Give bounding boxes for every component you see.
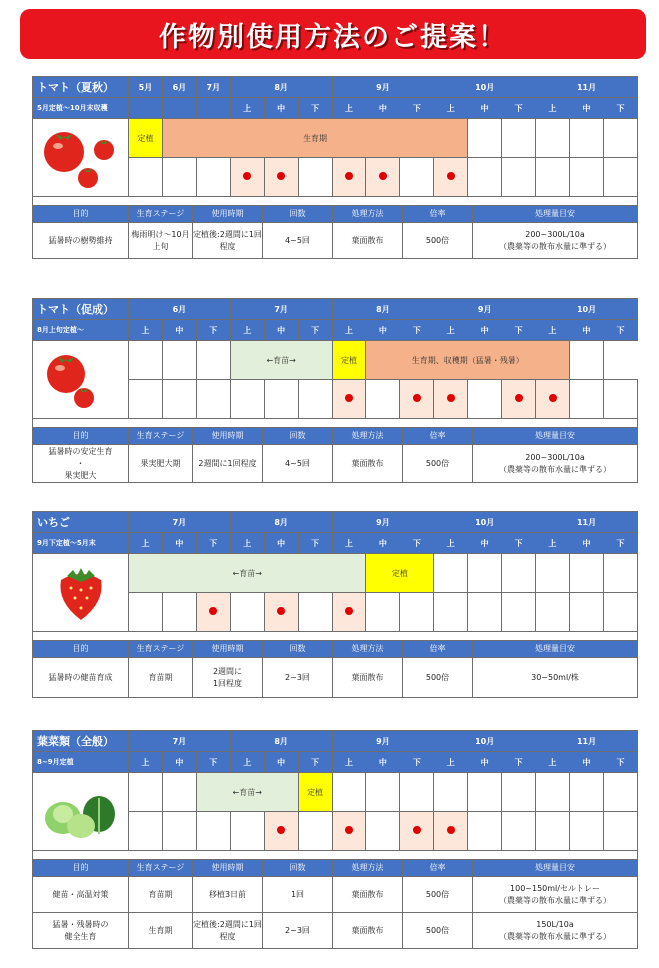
month-cell: 11月 bbox=[536, 77, 638, 98]
timing-cell: 定植後:2週間に1回程度 bbox=[193, 913, 263, 949]
planting-bar: 定植 bbox=[129, 119, 163, 158]
header-cell: 使用時期 bbox=[193, 860, 263, 877]
method-cell: 葉面散布 bbox=[333, 913, 403, 949]
strawberry-illustration bbox=[33, 554, 129, 632]
usage-row bbox=[33, 877, 638, 913]
usage-table bbox=[32, 205, 638, 259]
month-cell: 9月 bbox=[332, 731, 434, 752]
application-dot bbox=[332, 812, 366, 851]
header-cell: 目的 bbox=[33, 206, 129, 223]
planting-bar: 定植 bbox=[298, 773, 332, 812]
tomato-illustration bbox=[33, 119, 129, 197]
usage-row bbox=[33, 658, 638, 698]
header-cell: 回数 bbox=[263, 206, 333, 223]
usage-table bbox=[32, 640, 638, 698]
dekad-cell: 下 bbox=[400, 98, 434, 119]
dekad-cell: 上 bbox=[434, 533, 468, 554]
dekad-cell: 中 bbox=[366, 320, 400, 341]
month-cell: 6月 bbox=[162, 77, 196, 98]
dekad-cell: 下 bbox=[400, 320, 434, 341]
usage-row bbox=[33, 223, 638, 259]
section-tomato-forcing bbox=[32, 298, 638, 483]
stage-cell: 育苗期 bbox=[129, 877, 193, 913]
header-cell: 目的 bbox=[33, 860, 129, 877]
stage-cell: 果実肥大期 bbox=[129, 445, 193, 483]
dekad-cell: 中 bbox=[468, 533, 502, 554]
dekad-cell: 上 bbox=[230, 320, 264, 341]
dekad-cell: 中 bbox=[468, 98, 502, 119]
dekad-cell: 下 bbox=[400, 533, 434, 554]
crop-schedule-note: 8~9月定植 bbox=[33, 752, 129, 773]
application-dot bbox=[264, 593, 298, 632]
planting-bar: 定植 bbox=[332, 341, 366, 380]
month-cell: 10月 bbox=[434, 731, 536, 752]
crop-name: トマト（促成） bbox=[33, 299, 129, 320]
header-cell: 倍率 bbox=[403, 428, 473, 445]
dekad-cell: 上 bbox=[332, 533, 366, 554]
dekad-cell: 下 bbox=[196, 752, 230, 773]
header-cell: 使用時期 bbox=[193, 641, 263, 658]
dekad-cell: 中 bbox=[569, 752, 603, 773]
title-banner bbox=[20, 9, 646, 59]
amount-cell: 200~300L/10a （農薬等の散布水量に準ずる） bbox=[473, 223, 638, 259]
application-dot bbox=[502, 380, 536, 419]
dekad-cell: 中 bbox=[162, 320, 196, 341]
usage-row bbox=[33, 445, 638, 483]
application-dot bbox=[264, 812, 298, 851]
month-cell: 10月 bbox=[434, 512, 536, 533]
count-cell: 4~5回 bbox=[263, 445, 333, 483]
planting-bar: 定植 bbox=[366, 554, 434, 593]
month-cell: 8月 bbox=[230, 731, 332, 752]
section-strawberry bbox=[32, 511, 638, 698]
dekad-cell: 下 bbox=[400, 752, 434, 773]
timing-cell: 2週間に 1回程度 bbox=[193, 658, 263, 698]
dekad-cell: 中 bbox=[366, 533, 400, 554]
section-tomato-summer bbox=[32, 76, 638, 259]
month-cell: 8月 bbox=[332, 299, 434, 320]
application-dot bbox=[536, 380, 570, 419]
dekad-cell: 上 bbox=[536, 320, 570, 341]
leafy-vegetable-illustration bbox=[33, 773, 129, 851]
header-cell: 処理方法 bbox=[333, 428, 403, 445]
header-cell: 生育ステージ bbox=[129, 641, 193, 658]
month-cell: 8月 bbox=[230, 77, 332, 98]
header-cell: 回数 bbox=[263, 428, 333, 445]
application-dot bbox=[400, 812, 434, 851]
schedule-table bbox=[32, 511, 638, 632]
month-cell: 7月 bbox=[129, 512, 231, 533]
method-cell: 葉面散布 bbox=[333, 223, 403, 259]
dekad-cell: 下 bbox=[502, 752, 536, 773]
dekad-cell: 上 bbox=[536, 752, 570, 773]
application-dot bbox=[230, 158, 264, 197]
amount-cell: 100~150ml/セルトレー （農薬等の散布水量に準ずる） bbox=[473, 877, 638, 913]
dekad-cell: 中 bbox=[162, 533, 196, 554]
rate-cell: 500倍 bbox=[403, 877, 473, 913]
nursery-bar: ←育苗→ bbox=[230, 341, 332, 380]
month-cell: 6月 bbox=[129, 299, 231, 320]
dekad-cell: 中 bbox=[264, 320, 298, 341]
nursery-bar: ←育苗→ bbox=[129, 554, 366, 593]
count-cell: 2~3回 bbox=[263, 913, 333, 949]
dekad-cell: 下 bbox=[603, 752, 637, 773]
dekad-cell: 中 bbox=[366, 752, 400, 773]
dekad-cell: 上 bbox=[434, 320, 468, 341]
dekad-cell: 上 bbox=[536, 98, 570, 119]
usage-row bbox=[33, 913, 638, 949]
dekad-cell: 上 bbox=[129, 752, 163, 773]
dekad-cell: 下 bbox=[196, 320, 230, 341]
header-cell: 倍率 bbox=[403, 206, 473, 223]
month-cell: 9月 bbox=[434, 299, 536, 320]
usage-table bbox=[32, 859, 638, 949]
month-cell: 7月 bbox=[129, 731, 231, 752]
header-cell: 使用時期 bbox=[193, 206, 263, 223]
dekad-cell: 中 bbox=[569, 98, 603, 119]
schedule-table bbox=[32, 298, 638, 419]
dekad-cell: 中 bbox=[264, 98, 298, 119]
schedule-table bbox=[32, 730, 638, 851]
method-cell: 葉面散布 bbox=[333, 877, 403, 913]
application-dot bbox=[400, 380, 434, 419]
growth-period-bar: 生育期 bbox=[162, 119, 467, 158]
header-cell: 処理量目安 bbox=[473, 206, 638, 223]
count-cell: 1回 bbox=[263, 877, 333, 913]
header-cell: 使用時期 bbox=[193, 428, 263, 445]
header-cell: 生育ステージ bbox=[129, 860, 193, 877]
purpose-cell: 猛暑時の安定生育 ・ 果実肥大 bbox=[33, 445, 129, 483]
header-cell: 目的 bbox=[33, 641, 129, 658]
section-leafy-vegetables bbox=[32, 730, 638, 949]
dekad-cell: 中 bbox=[264, 533, 298, 554]
rate-cell: 500倍 bbox=[403, 913, 473, 949]
purpose-cell: 猛暑・残暑時の 健全生育 bbox=[33, 913, 129, 949]
crop-name: 葉菜類（全般） bbox=[33, 731, 129, 752]
application-dot bbox=[366, 158, 400, 197]
dekad-cell: 下 bbox=[603, 320, 637, 341]
dekad-cell: 中 bbox=[468, 320, 502, 341]
month-cell: 11月 bbox=[536, 512, 638, 533]
dekad-cell: 上 bbox=[129, 320, 163, 341]
tomato-illustration bbox=[33, 341, 129, 419]
dekad-cell: 下 bbox=[298, 320, 332, 341]
nursery-bar: ←育苗→ bbox=[196, 773, 298, 812]
dekad-cell: 中 bbox=[569, 320, 603, 341]
month-cell: 5月 bbox=[129, 77, 163, 98]
dekad-cell: 中 bbox=[162, 752, 196, 773]
header-cell: 処理量目安 bbox=[473, 641, 638, 658]
application-dot bbox=[434, 380, 468, 419]
dekad-cell: 上 bbox=[332, 98, 366, 119]
header-cell: 生育ステージ bbox=[129, 206, 193, 223]
application-dot bbox=[196, 593, 230, 632]
dekad-cell: 中 bbox=[468, 752, 502, 773]
dekad-cell: 上 bbox=[230, 98, 264, 119]
dekad-cell: 上 bbox=[536, 533, 570, 554]
header-cell: 回数 bbox=[263, 860, 333, 877]
rate-cell: 500倍 bbox=[403, 445, 473, 483]
month-cell: 10月 bbox=[434, 77, 536, 98]
application-dot bbox=[434, 158, 468, 197]
month-cell: 7月 bbox=[230, 299, 332, 320]
header-cell: 処理方法 bbox=[333, 206, 403, 223]
header-cell: 目的 bbox=[33, 428, 129, 445]
application-dot bbox=[264, 158, 298, 197]
dekad-cell: 上 bbox=[332, 752, 366, 773]
purpose-cell: 猛暑時の樹勢維持 bbox=[33, 223, 129, 259]
usage-table bbox=[32, 427, 638, 483]
crop-schedule-note: 5月定植～10月末収穫 bbox=[33, 98, 129, 119]
method-cell: 葉面散布 bbox=[333, 658, 403, 698]
application-dot bbox=[434, 812, 468, 851]
dekad-cell: 下 bbox=[298, 533, 332, 554]
purpose-cell: 猛暑時の健苗育成 bbox=[33, 658, 129, 698]
header-cell: 処理量目安 bbox=[473, 428, 638, 445]
application-dot bbox=[332, 593, 366, 632]
dekad-cell: 下 bbox=[196, 533, 230, 554]
amount-cell: 150L/10a （農薬等の散布水量に準ずる） bbox=[473, 913, 638, 949]
crop-schedule-note: 9月下定植～5月末 bbox=[33, 533, 129, 554]
dekad-cell: 中 bbox=[366, 98, 400, 119]
method-cell: 葉面散布 bbox=[333, 445, 403, 483]
crop-name: いちご bbox=[33, 512, 129, 533]
stage-cell: 生育期 bbox=[129, 913, 193, 949]
count-cell: 4~5回 bbox=[263, 223, 333, 259]
dekad-cell: 中 bbox=[264, 752, 298, 773]
crop-schedule-note: 8月上旬定植～ bbox=[33, 320, 129, 341]
rate-cell: 500倍 bbox=[403, 223, 473, 259]
dekad-cell: 下 bbox=[603, 533, 637, 554]
application-dot bbox=[332, 158, 366, 197]
header-cell: 倍率 bbox=[403, 641, 473, 658]
timing-cell: 2週間に1回程度 bbox=[193, 445, 263, 483]
amount-cell: 200~300L/10a （農薬等の散布水量に準ずる） bbox=[473, 445, 638, 483]
application-dot bbox=[332, 380, 366, 419]
header-cell: 回数 bbox=[263, 641, 333, 658]
count-cell: 2~3回 bbox=[263, 658, 333, 698]
header-cell: 倍率 bbox=[403, 860, 473, 877]
dekad-cell: 下 bbox=[298, 98, 332, 119]
page-title: 作物別使用方法のご提案！ bbox=[159, 21, 507, 53]
month-cell: 10月 bbox=[536, 299, 638, 320]
dekad-cell: 上 bbox=[434, 98, 468, 119]
timing-cell: 移植3日前 bbox=[193, 877, 263, 913]
dekad-cell: 上 bbox=[332, 320, 366, 341]
dekad-cell: 下 bbox=[603, 98, 637, 119]
month-cell: 9月 bbox=[332, 77, 434, 98]
purpose-cell: 健苗・高温対策 bbox=[33, 877, 129, 913]
amount-cell: 30~50ml/株 bbox=[473, 658, 638, 698]
dekad-cell: 下 bbox=[502, 533, 536, 554]
dekad-cell: 上 bbox=[230, 752, 264, 773]
dekad-cell: 下 bbox=[502, 98, 536, 119]
crop-name: トマト（夏秋） bbox=[33, 77, 129, 98]
schedule-table bbox=[32, 76, 638, 197]
timing-cell: 定植後:2週間に1回程度 bbox=[193, 223, 263, 259]
stage-cell: 育苗期 bbox=[129, 658, 193, 698]
month-cell: 7月 bbox=[196, 77, 230, 98]
dekad-cell: 上 bbox=[129, 533, 163, 554]
rate-cell: 500倍 bbox=[403, 658, 473, 698]
dekad-cell: 上 bbox=[434, 752, 468, 773]
month-cell: 11月 bbox=[536, 731, 638, 752]
dekad-cell: 下 bbox=[502, 320, 536, 341]
growth-harvest-bar: 生育期、収穫期（猛暑・残暑） bbox=[366, 341, 570, 380]
header-cell: 処理方法 bbox=[333, 860, 403, 877]
month-cell: 9月 bbox=[332, 512, 434, 533]
month-cell: 8月 bbox=[230, 512, 332, 533]
header-cell: 処理方法 bbox=[333, 641, 403, 658]
header-cell: 生育ステージ bbox=[129, 428, 193, 445]
header-cell: 処理量目安 bbox=[473, 860, 638, 877]
dekad-cell: 中 bbox=[569, 533, 603, 554]
dekad-cell: 下 bbox=[298, 752, 332, 773]
stage-cell: 梅雨明け～10月上旬 bbox=[129, 223, 193, 259]
dekad-cell: 上 bbox=[230, 533, 264, 554]
